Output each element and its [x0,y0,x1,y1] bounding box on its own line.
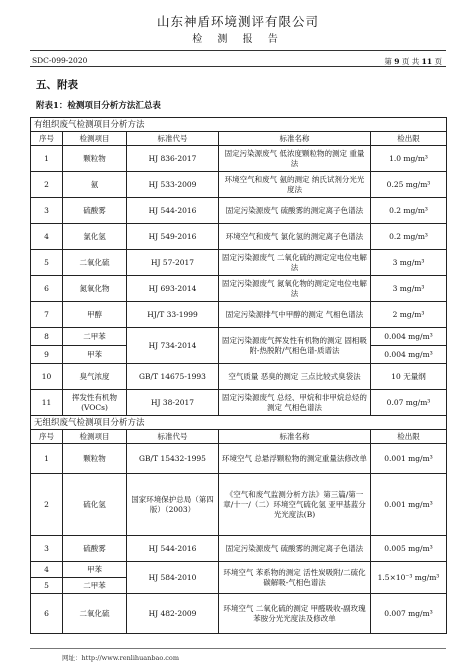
table-row: 11 挥发性有机物(VOCs) HJ 38-2017 固定污染源废气 总烃、甲烷和非甲烷总烃的测定 气相色谱法 0.07 mg/m³ [31,390,447,416]
table-row: 3 硫酸雾 HJ 544-2016 固定污染源废气 硫酸雾的测定离子色谱法 0.2 mg/m³ [31,198,447,224]
table-row: 5 二甲苯 [31,578,447,594]
table-row: 4 氯化氢 HJ 549-2016 环境空气和废气 氯化氢的测定离子色谱法 0.2 mg/m³ [31,224,447,250]
page-number: 9 [394,57,400,66]
section-title: 五、附表 [36,79,78,91]
method-table [30,117,447,634]
table-row: 10 臭气浓度 GB/T 14675-1993 空气质量 恶臭的测定 三点比较式臭袋法 10 无量纲 [31,364,447,390]
unorg-section-row [31,416,447,430]
header-no: 序号 [31,132,63,146]
table-row: 6 氮氧化物 HJ 693-2014 固定污染源废气 氮氧化物的测定定电位电解法 3 mg/m³ [31,276,447,302]
table-row: 1 颗粒物 GB/T 15432-1995 环境空气 总悬浮颗粒物的测定重量法修改单 0.001 mg/m³ [31,444,447,474]
table-row: 8 二甲苯 HJ 734-2014 固定污染源废气挥发性有机物的测定 固相吸附-热脱附/气相色谱-质谱法 0.004 mg/m³ [31,328,447,346]
org-section-label: 有组织废气检测项目分析方法 [31,118,447,132]
org-header-row [31,132,447,146]
footer-rule [30,648,446,649]
header-limit: 检出限 [371,132,447,146]
unorg-header-row: 序号 检测项目 标准代号 标准名称 检出限 [31,430,447,444]
org-section-row [31,118,447,132]
header-name: 标准名称 [219,132,371,146]
page-indicator: 第 9 页 共 11 页 [384,57,442,66]
table-row: 7 甲醇 HJ/T 33-1999 固定污染源排气中甲醇的测定 气相色谱法 2 mg/m³ [31,302,447,328]
table-row: 1 颗粒物 HJ 836-2017 固定污染源废气 低浓度颗粒物的测定 重量法 1.0 mg/m³ [31,146,447,172]
footer-url: 网址：http://www.renlihuanbao.com [62,654,179,662]
header-code: 标准代号 [127,132,219,146]
document-number: SDC-099-2020 [32,56,88,65]
table-row: 2 硫化氢 国家环境保护总局（第四版）（2003） 《空气和废气监测分析方法》第三篇/第一章/十一/（二）环境空气硫化氢 亚甲基蓝分光光度法(B) 0.001 mg/m³ [31,474,447,536]
table-row: 9 甲苯 0.004 mg/m³ [31,346,447,364]
header-rule-2 [30,66,446,67]
table-row: 6 二氧化硫 HJ 482-2009 环境空气 二氧化硫的测定 甲醛吸收-副玫瑰苯胺分光光度法及修改单 0.007 mg/m³ [31,594,447,634]
table-title: 附表1：检测项目分析方法汇总表 [36,101,161,111]
table-row: 3 硫酸雾 HJ 544-2016 固定污染源废气 硫酸雾的测定离子色谱法 0.005 mg/m³ [31,536,447,562]
page-total: 11 [421,57,433,66]
table-row: 5 二氧化硫 HJ 57-2017 固定污染源废气 二氧化硫的测定定电位电解法 3 mg/m³ [31,250,447,276]
company-name: 山东神盾环境测评有限公司 [156,14,319,29]
unorg-section-label: 无组织废气检测项目分析方法 [31,416,447,430]
table-row: 4 甲苯 HJ 584-2010 环境空气 苯系物的测定 活性炭吸附/二硫化碳解吸-气相色谱法 1.5×10⁻³ mg/m³ [31,562,447,578]
header-rule [30,50,446,51]
report-title: 检 测 报 告 [192,34,284,45]
table-row: 2 氨 HJ 533-2009 环境空气和废气 氨的测定 纳氏试剂分光光度法 0.25 mg/m³ [31,172,447,198]
header-item: 检测项目 [63,132,127,146]
